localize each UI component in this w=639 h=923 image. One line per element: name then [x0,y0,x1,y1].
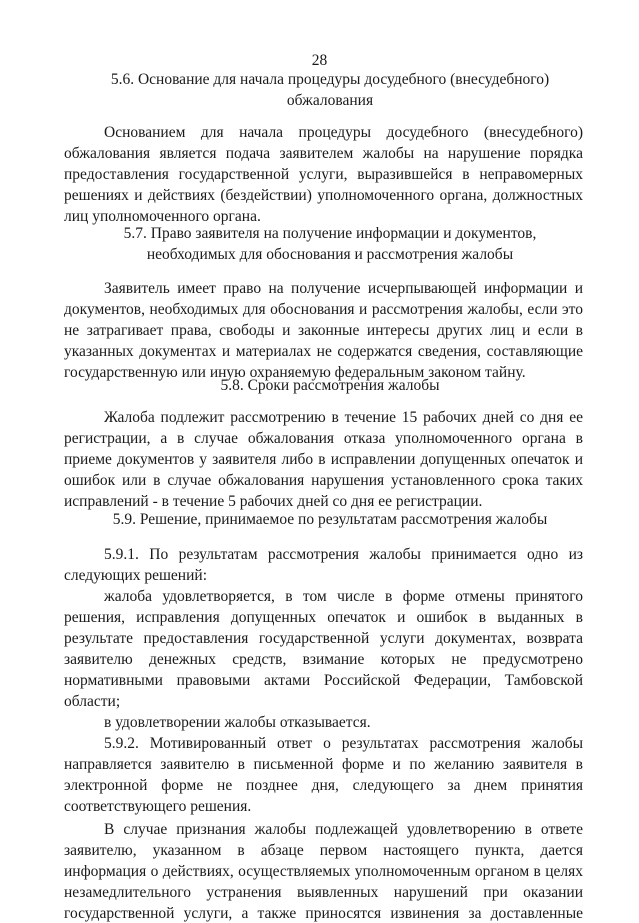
section-5-9-paragraph-line: незамедлительного устранения выявленных нарушений при оказании [64,884,583,901]
section-5-9-paragraph-line: В случае признания жалобы подлежащей удовлетворению в ответе [104,821,583,838]
section-5-8-paragraph-line: исправлений - в течение 5 рабочих дней со дня ее регистрации. [64,493,483,510]
section-5-8-paragraph-line: приеме документов у заявителя либо в исправлении допущенных опечаток и [64,451,583,468]
section-5-9-paragraph-line: области; [64,693,121,710]
section-5-9-paragraph-line: государственной услуги, а также приносятся извинения за доставленные [64,905,583,922]
section-5-6-paragraph-line: лиц уполномоченного органа. [64,208,261,225]
section-5-6-paragraph-line: Основанием для начала процедуры досудебного (внесудебного) [104,124,583,141]
section-5-6-title-line-2: обжалования [286,92,374,109]
section-5-7-paragraph-line: Заявитель имеет право на получение исчерпывающей информации и [104,280,583,297]
section-5-9-paragraph-line: 5.9.2. Мотивированный ответ о результатах рассмотрения жалобы [104,735,583,752]
section-5-9-paragraph-line: нормативными правовыми актами Российской Федерации, Тамбовской [64,672,583,689]
section-5-6-title-line-1: 5.6. Основание для начала процедуры досудебного (внесудебного) [110,71,550,88]
section-5-9-paragraph-line: решения, исправления допущенных опечаток и ошибок в выданных в [64,609,583,626]
section-5-6-paragraph-line: решениях и действиях (бездействии) уполномоченного органа, должностных [64,187,583,204]
section-5-9-paragraph-line: результате предоставления государственной услуги документах, возврата [64,630,583,647]
section-5-9-paragraph-line: заявителю денежных средств, взимание которых не предусмотрено [64,651,583,668]
section-5-8-paragraph-line: Жалоба подлежит рассмотрению в течение 15 рабочих дней со дня ее [104,409,583,426]
section-5-9-paragraph-line: жалоба удовлетворяется, в том числе в форме отмены принятого [104,588,583,605]
page-number: 28 [311,52,328,69]
section-5-9-paragraph-line: в удовлетворении жалобы отказывается. [104,714,371,731]
section-5-7-title-line-2: необходимых для обоснования и рассмотрения жалобы [146,246,514,263]
section-5-6-paragraph-line: предоставления государственной услуги, выразившейся в неправомерных [64,166,583,183]
section-5-7-title-line-1: 5.7. Право заявителя на получение информации и документов, [123,225,537,242]
section-5-8-paragraph-line: ошибок или в случае обжалования нарушения установленного срока таких [64,472,583,489]
section-5-7-paragraph-line: государственную или иную охраняемую федеральным законом тайну. [64,364,526,381]
section-5-9-paragraph-line: направляется заявителю в письменной форме и по желанию заявителя в [64,756,583,773]
section-5-9-paragraph-line: 5.9.1. По результатам рассмотрения жалобы принимается одно из [104,546,583,563]
section-5-7-paragraph-line: не затрагивает права, свободы и законные интересы других лиц и если в [64,322,583,339]
section-5-9-title: 5.9. Решение, принимаемое по результатам рассмотрения жалобы [112,511,548,528]
section-5-8-paragraph-line: регистрации, а в случае обжалования отказа уполномоченного органа в [64,430,583,447]
section-5-9-paragraph-line: соответствующего решения. [64,798,252,815]
section-5-9-paragraph-line: информация о действиях, осуществляемых уполномоченным органом в целях [64,863,583,880]
section-5-7-paragraph-line: указанных документах и материалах не содержатся сведения, составляющие [64,343,583,360]
section-5-8-title: 5.8. Сроки рассмотрения жалобы [220,377,440,394]
section-5-9-paragraph-line: заявителю, указанном в абзаце первом настоящего пункта, дается [64,842,583,859]
section-5-9-paragraph-line: электронной форме не позднее дня, следующего за днем принятия [64,777,583,794]
section-5-6-paragraph-line: обжалования является подача заявителем жалобы на нарушение порядка [64,145,583,162]
section-5-7-paragraph-line: документов, необходимых для обоснования и рассмотрения жалобы, если это [64,301,583,318]
section-5-9-paragraph-line: следующих решений: [64,567,207,584]
